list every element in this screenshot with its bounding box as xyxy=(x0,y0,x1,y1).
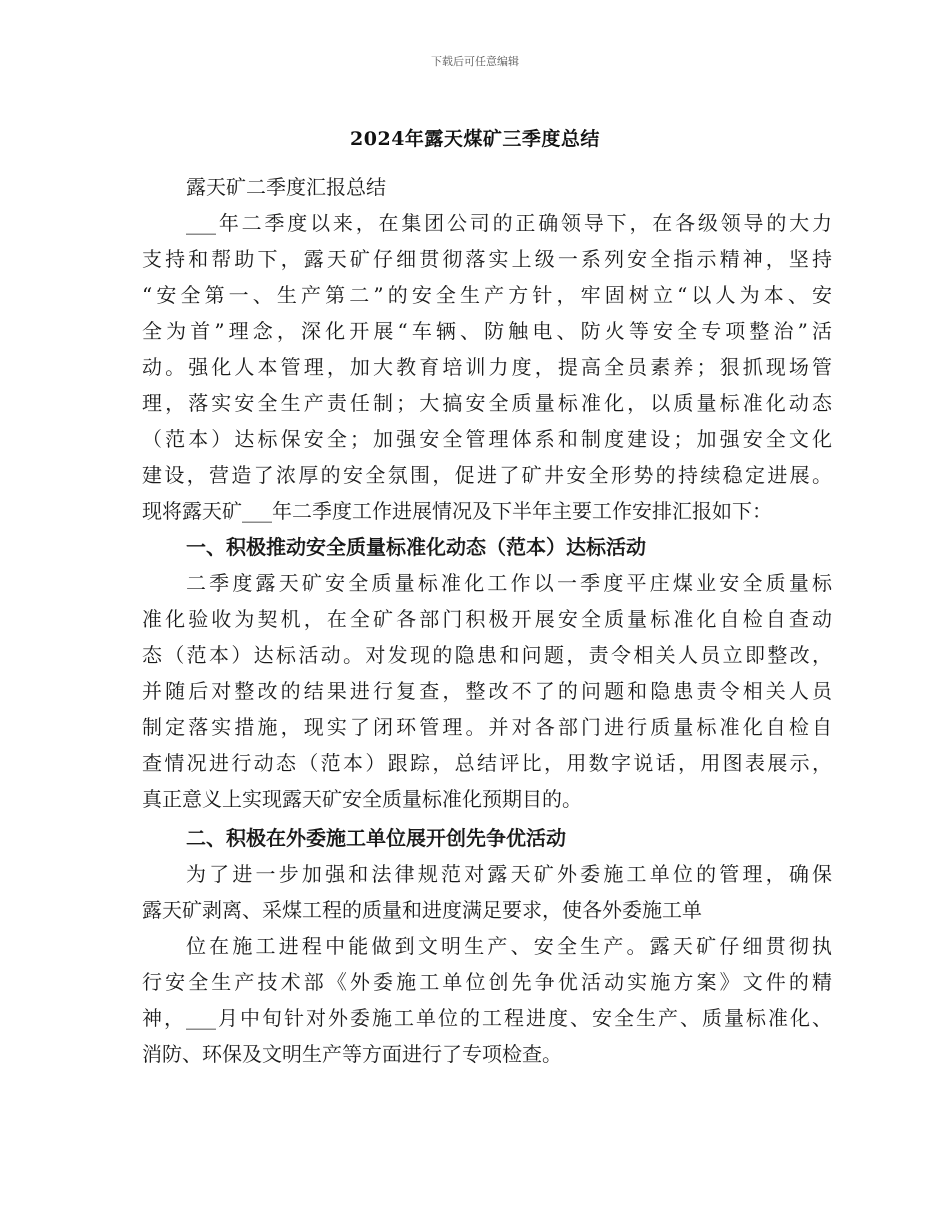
paragraph-4-line: 神，___月中旬针对外委施工单位的工程进度、安全生产、质量标准化、 xyxy=(142,1006,832,1030)
document-title: 2024年露天煤矿三季度总结 xyxy=(350,128,600,150)
paragraph-3-line: 为了进一步加强和法律规范对露天矿外委施工单位的管理，确保 xyxy=(186,862,832,886)
paragraph-2-line: 制定落实措施，现实了闭环管理。并对各部门进行质量标准化自检自 xyxy=(142,715,832,739)
section-heading-2: 二、积极在外委施工单位展开创先争优活动 xyxy=(186,826,566,850)
paragraph-3-line: 露天矿剥离、采煤工程的质量和进度满足要求，使各外委施工单 xyxy=(142,898,702,922)
paragraph-1-line: 建设，营造了浓厚的安全氛围，促进了矿井安全形势的持续稳定进展。 xyxy=(142,463,832,487)
document-subtitle: 露天矿二季度汇报总结 xyxy=(186,175,386,199)
paragraph-1-line: 现将露天矿___年二季度工作进展情况及下半年主要工作安排汇报如下： xyxy=(142,499,772,523)
paragraph-4-line: 位在施工进程中能做到文明生产、安全生产。露天矿仔细贯彻执 xyxy=(186,934,832,958)
section-heading-1: 一、积极推动安全质量标准化动态（范本）达标活动 xyxy=(186,535,646,559)
paragraph-4-line: 消防、环保及文明生产等方面进行了专项检查。 xyxy=(142,1042,562,1066)
paragraph-2-line: 态（范本）达标活动。对发现的隐患和问题，责令相关人员立即整改， xyxy=(142,643,832,667)
paragraph-1-line: “安全第一、生产第二”的安全生产方针，牢固树立“以人为本、安 xyxy=(142,283,832,307)
paragraph-2-line: 准化验收为契机，在全矿各部门积极开展安全质量标准化自检自查动 xyxy=(142,607,832,631)
paragraph-1-line: 支持和帮助下，露天矿仔细贯彻落实上级一系列安全指示精神，坚持 xyxy=(142,247,832,271)
page-header-note: 下载后可任意编辑 xyxy=(431,55,519,68)
paragraph-2-line: 二季度露天矿安全质量标准化工作以一季度平庄煤业安全质量标 xyxy=(186,571,832,595)
paragraph-1-line: （范本）达标保安全；加强安全管理体系和制度建设；加强安全文化 xyxy=(142,427,832,451)
paragraph-4-line: 行安全生产技术部《外委施工单位创先争优活动实施方案》文件的精 xyxy=(142,970,832,994)
paragraph-1-line: 全为首”理念，深化开展“车辆、防触电、防火等安全专项整治”活 xyxy=(142,319,832,343)
paragraph-2-line: 并随后对整改的结果进行复查，整改不了的问题和隐患责令相关人员 xyxy=(142,679,832,703)
document-body xyxy=(142,169,832,1072)
paragraph-1-line: 动。强化人本管理，加大教育培训力度，提高全员素养；狠抓现场管 xyxy=(142,355,832,379)
paragraph-1-line: 理，落实安全生产责任制；大搞安全质量标准化，以质量标准化动态 xyxy=(142,391,832,415)
paragraph-1-line: ___年二季度以来，在集团公司的正确领导下，在各级领导的大力 xyxy=(186,211,832,235)
paragraph-2-line: 查情况进行动态（范本）跟踪，总结评比，用数字说话，用图表展示， xyxy=(142,751,832,775)
paragraph-2-line: 真正意义上实现露天矿安全质量标准化预期目的。 xyxy=(142,787,582,811)
